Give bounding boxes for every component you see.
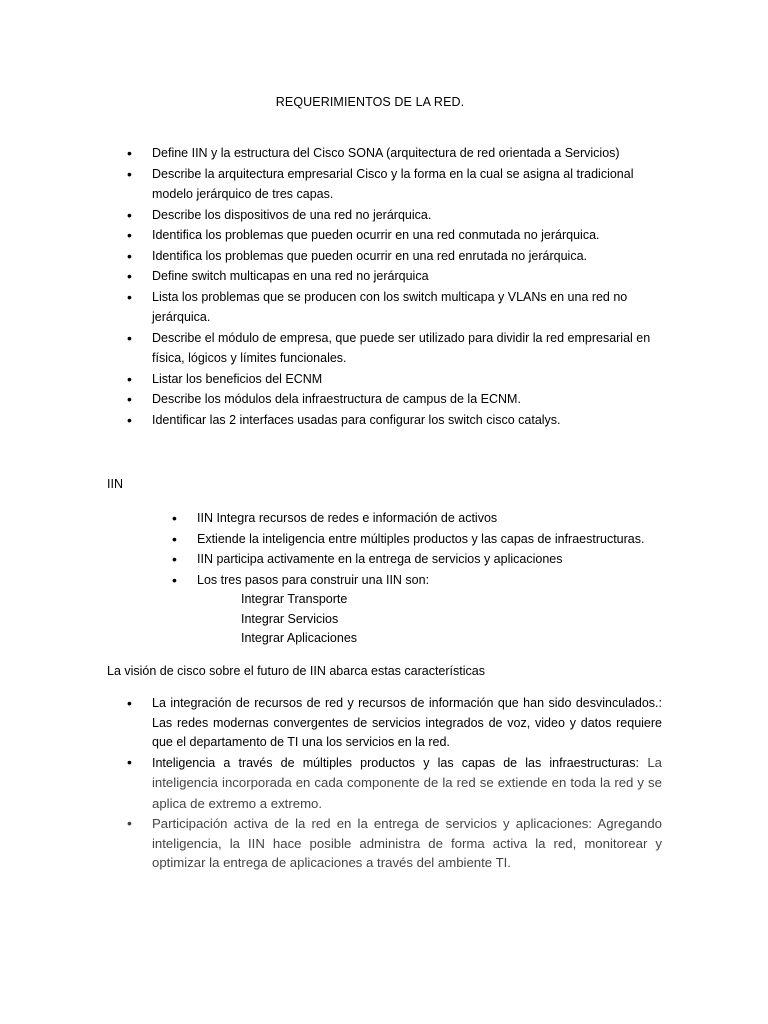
list-item: • Define IIN y la estructura del Cisco SONA (arquitectura de red orientada a Servicios) bbox=[152, 143, 672, 164]
list-item: • Describe los módulos dela infraestructura de campus de la ECNM. bbox=[152, 389, 672, 410]
list-item: • Listar los beneficios del ECNM bbox=[152, 369, 672, 390]
list-item: • Describe la arquitectura empresarial Cisco y la forma en la cual se asigna al tradicional modelo jerárquico de tres capas. bbox=[152, 164, 672, 205]
iin-step: Integrar Servicios bbox=[241, 611, 339, 626]
list-item: • Identificar las 2 interfaces usadas para configurar los switch cisco catalys. bbox=[152, 410, 672, 431]
vision-point-body: La inteligencia incorporada en cada componente de la red se extiende en toda la red y se aplica de extremo a extremo. bbox=[152, 754, 663, 811]
list-item: • Lista los problemas que se producen con los switch multicapa y VLANs en una red no jerárquica. bbox=[152, 287, 672, 328]
list-item: • Describe el módulo de empresa, que puede ser utilizado para dividir la red empresarial en física, lógicos y límites funcionales. bbox=[152, 328, 672, 369]
vision-points-list bbox=[152, 694, 662, 873]
list-item: • Los tres pasos para construir una IIN son: bbox=[197, 570, 697, 591]
document-title: REQUERIMIENTOS DE LA RED. bbox=[275, 95, 465, 109]
iin-points-list bbox=[197, 508, 697, 590]
list-item: • Extiende la inteligencia entre múltiples productos y las capas de infraestructuras. bbox=[197, 529, 697, 550]
list-item: • IIN Integra recursos de redes e información de activos bbox=[197, 508, 697, 529]
list-item bbox=[152, 814, 662, 873]
list-item bbox=[152, 694, 662, 753]
list-item: • Identifica los problemas que pueden ocurrir en una red conmutada no jerárquica. bbox=[152, 225, 672, 246]
list-item bbox=[152, 753, 662, 815]
vision-heading: La visión de cisco sobre el futuro de IIN abarca estas características bbox=[107, 664, 485, 678]
iin-step: Integrar Aplicaciones bbox=[241, 631, 358, 645]
iin-steps bbox=[241, 590, 357, 649]
vision-point-body: Participación activa de la red en la entrega de servicios y aplicaciones: Agregando inteligencia, la IIN hace posible administra de forma activa la red, monitorear y optimizar la entrega de aplicaciones a través del ambiente TI. bbox=[152, 816, 662, 870]
vision-point-lead: Inteligencia a través de múltiples productos y las capas de las infraestructuras: bbox=[152, 755, 639, 770]
list-item: • Identifica los problemas que pueden ocurrir en una red enrutada no jerárquica. bbox=[152, 246, 672, 267]
vision-point-lead: La integración de recursos de red y recursos de información que han sido desvinculados.: Las redes modernas convergentes de servicios integrados de voz, video y datos requiere que el departamento de TI una los servicios en la red. bbox=[152, 696, 662, 749]
list-item: • Define switch multicapas en una red no jerárquica bbox=[152, 266, 672, 287]
requirements-list bbox=[152, 143, 672, 430]
list-item: • IIN participa activamente en la entrega de servicios y aplicaciones bbox=[197, 549, 697, 570]
iin-step: Integrar Transporte bbox=[241, 592, 348, 606]
list-item: • Describe los dispositivos de una red no jerárquica. bbox=[152, 205, 672, 226]
iin-heading: IIN bbox=[107, 477, 123, 491]
